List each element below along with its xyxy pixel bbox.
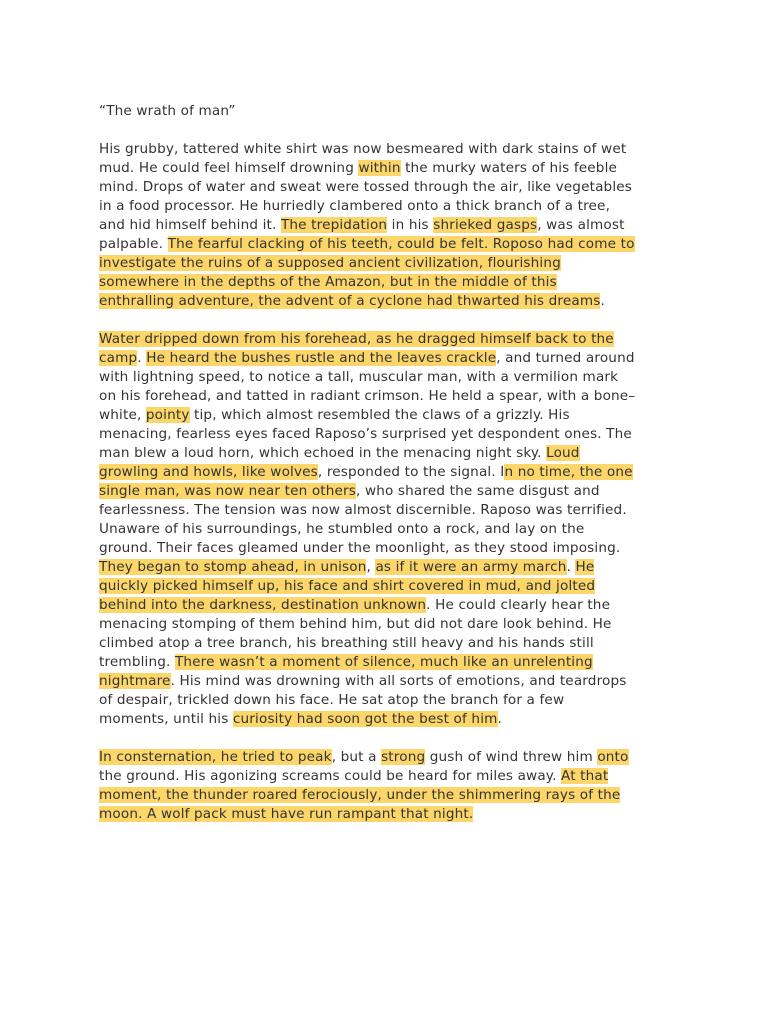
highlighted-text: shrieked gasps bbox=[433, 217, 538, 233]
text-run: man blew a loud horn, which echoed in the menacing night sky. bbox=[99, 445, 547, 461]
text-run: ground. Their faces gleamed under the moonlight, as they stood imposing. bbox=[99, 540, 621, 556]
text-run: , but a bbox=[331, 749, 382, 765]
text-run: mind. Drops of water and sweat were tossed through the air, like vegetables bbox=[99, 179, 632, 195]
text-line bbox=[99, 254, 679, 273]
highlighted-text: moon. A wolf pack must have run rampant that night. bbox=[99, 806, 474, 822]
highlighted-text: somewhere in the depths of the Amazon, but in the middle of this bbox=[99, 274, 557, 290]
text-run: climbed atop a tree branch, his breathing still heavy and his hands still bbox=[99, 635, 594, 651]
text-line bbox=[99, 577, 679, 596]
text-run: tip, which almost resembled the claws of a grizzly. His bbox=[189, 407, 570, 423]
text-run: Unaware of his surroundings, he stumbled onto a rock, and lay on the bbox=[99, 521, 585, 537]
text-run: gush of wind threw him bbox=[425, 749, 598, 765]
text-line bbox=[99, 634, 679, 653]
text-line bbox=[99, 178, 679, 197]
text-run: His grubby, tattered white shirt was now besmeared with dark stains of wet bbox=[99, 141, 627, 157]
text-line bbox=[99, 710, 679, 729]
text-line bbox=[99, 463, 679, 482]
text-run: white, bbox=[99, 407, 146, 423]
highlighted-text: There wasn’t a moment of silence, much like an unrelenting bbox=[174, 654, 593, 670]
text-run: , who shared the same disgust and bbox=[356, 483, 600, 499]
highlighted-text: pointy bbox=[145, 407, 190, 423]
text-line bbox=[99, 292, 679, 311]
document-title: “The wrath of man” bbox=[99, 103, 236, 119]
text-line bbox=[99, 216, 679, 235]
text-line bbox=[99, 159, 679, 178]
text-run: menacing stomping of them behind him, but did not dare look behind. He bbox=[99, 616, 612, 632]
highlighted-text: quickly picked himself up, his face and shirt covered in mud, and jolted bbox=[99, 578, 596, 594]
paragraph bbox=[99, 748, 679, 824]
text-line bbox=[99, 653, 679, 672]
text-run: palpable. bbox=[99, 236, 168, 252]
text-run: , and turned around bbox=[496, 350, 635, 366]
highlighted-text: strong bbox=[381, 749, 426, 765]
text-line bbox=[99, 615, 679, 634]
text-line bbox=[99, 368, 679, 387]
text-run: the murky waters of his feeble bbox=[400, 160, 618, 176]
text-line bbox=[99, 387, 679, 406]
text-run: the ground. His agonizing screams could be heard for miles away. bbox=[99, 768, 562, 784]
text-run: . bbox=[566, 559, 576, 575]
text-run: with lightning speed, to notice a tall, muscular man, with a vermilion mark bbox=[99, 369, 619, 385]
document-page bbox=[99, 102, 679, 843]
highlighted-text: He bbox=[575, 559, 595, 575]
text-run: , bbox=[366, 559, 376, 575]
highlighted-text: moment, the thunder roared ferociously, under the shimmering rays of the bbox=[99, 787, 621, 803]
text-line bbox=[99, 558, 679, 577]
highlighted-text: curiosity had soon got the best of him bbox=[232, 711, 498, 727]
highlighted-text: They began to stomp ahead, in unison bbox=[99, 559, 367, 575]
text-run: . bbox=[600, 293, 605, 309]
highlighted-text: growling and howls, like wolves bbox=[99, 464, 318, 480]
text-line bbox=[99, 691, 679, 710]
highlighted-text: Loud bbox=[546, 445, 580, 461]
text-run: in a food processor. He hurriedly clambered onto a thick branch of a tree, bbox=[99, 198, 611, 214]
highlighted-text: as if it were an army march bbox=[375, 559, 567, 575]
text-run: in his bbox=[387, 217, 434, 233]
highlighted-text: The fearful clacking of his teeth, could be felt. Roposo had come to bbox=[167, 236, 635, 252]
text-run: of despair, trickled down his face. He sat atop the branch for a few bbox=[99, 692, 565, 708]
highlighted-text: behind into the darkness, destination unknown bbox=[99, 597, 427, 613]
highlighted-text: At that bbox=[561, 768, 609, 784]
highlighted-text: n no time, the one bbox=[504, 464, 633, 480]
highlighted-text: He heard the bushes rustle and the leaves crackle bbox=[146, 350, 497, 366]
text-line bbox=[99, 273, 679, 292]
highlighted-text: onto bbox=[597, 749, 629, 765]
text-run: . bbox=[137, 350, 147, 366]
text-run: and hid himself behind it. bbox=[99, 217, 281, 233]
text-run: , responded to the signal. I bbox=[317, 464, 505, 480]
text-run: on his forehead, and tatted in radiant crimson. He held a spear, with a bone– bbox=[99, 388, 636, 404]
text-line bbox=[99, 596, 679, 615]
highlighted-text: enthralling adventure, the advent of a cyclone had thwarted his dreams bbox=[99, 293, 601, 309]
highlighted-text: Water dripped down from his forehead, as he dragged himself back to the bbox=[99, 331, 614, 347]
text-line bbox=[99, 349, 679, 368]
text-line bbox=[99, 805, 679, 824]
highlighted-text: nightmare bbox=[99, 673, 171, 689]
text-line bbox=[99, 748, 679, 767]
paragraph bbox=[99, 330, 679, 729]
text-run: , was almost bbox=[537, 217, 625, 233]
text-run: . His mind was drowning with all sorts of emotions, and teardrops bbox=[170, 673, 627, 689]
text-line bbox=[99, 767, 679, 786]
document-body bbox=[99, 140, 679, 824]
text-line bbox=[99, 235, 679, 254]
text-line bbox=[99, 197, 679, 216]
text-line bbox=[99, 520, 679, 539]
highlighted-text: investigate the ruins of a supposed ancient civilization, flourishing bbox=[99, 255, 561, 271]
text-run: . He could clearly hear the bbox=[426, 597, 611, 613]
text-line bbox=[99, 140, 679, 159]
text-line bbox=[99, 330, 679, 349]
highlighted-text: within bbox=[358, 160, 401, 176]
text-run: fearlessness. The tension was now almost discernible. Raposo was terrified. bbox=[99, 502, 627, 518]
text-run: trembling. bbox=[99, 654, 175, 670]
text-line bbox=[99, 425, 679, 444]
highlighted-text: The trepidation bbox=[280, 217, 388, 233]
paragraph bbox=[99, 140, 679, 311]
text-line bbox=[99, 444, 679, 463]
text-line bbox=[99, 672, 679, 691]
text-run: . bbox=[497, 711, 502, 727]
text-line bbox=[99, 501, 679, 520]
text-line bbox=[99, 406, 679, 425]
text-run: mud. He could feel himself drowning bbox=[99, 160, 359, 176]
text-run: moments, until his bbox=[99, 711, 233, 727]
highlighted-text: camp bbox=[99, 350, 138, 366]
highlighted-text: single man, was now near ten others bbox=[99, 483, 357, 499]
highlighted-text: In consternation, he tried to peak bbox=[99, 749, 332, 765]
text-line bbox=[99, 786, 679, 805]
text-line bbox=[99, 482, 679, 501]
text-line bbox=[99, 539, 679, 558]
text-run: menacing, fearless eyes faced Raposo’s surprised yet despondent ones. The bbox=[99, 426, 632, 442]
